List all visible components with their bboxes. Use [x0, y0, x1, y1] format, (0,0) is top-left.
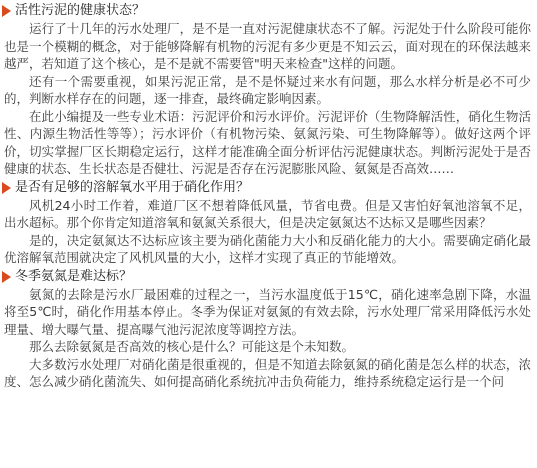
section-heading [2, 268, 537, 286]
paragraph: 还有一个需要重视，如果污泥正常，是不是怀疑过来水有问题，那么水样分析是必不可少的，判断水样存在的问题，逐一排查，最终确定影响因素。 [4, 73, 531, 106]
paragraph: 是的，决定氨氮达不达标应该主要为硝化菌能力大小和反硝化能力的大小。需要确定硝化最优溶解氧范围就决定了风机风量的大小，这样才实现了真正的节能增效。 [4, 232, 531, 265]
triangle-bullet-icon [2, 5, 11, 17]
paragraph: 大多数污水处理厂对硝化菌是很重视的，但是不知道去除氨氮的硝化菌是怎么样的状态，浓度、怎么减少硝化菌流失、如何提高硝化系统抗冲击负荷能力，维持系统稳定运行是一个问 [4, 356, 531, 389]
section-heading-text: 冬季氨氮是难达标？ [15, 268, 133, 284]
paragraph: 那么去除氨氮是否高效的核心是什么？可能这是个未知数。 [29, 339, 355, 354]
section-dissolved-oxygen [0, 179, 537, 267]
section-winter-ammonia [0, 268, 537, 391]
section-heading-text: 活性污泥的健康状态？ [15, 3, 146, 18]
paragraph: 运行了十几年的污水处理厂，是不是一直对污泥健康状态不了解。污泥处于什么阶段可能你也是一个模糊的概念，对于能够降解有机物的污泥有多少更是不知云云，面对现在的环保法越来越严，若知道了这个核心，是不是就不需要管"明天来检查"这样的问题。 [4, 21, 531, 71]
section-heading-text: 是否有足够的溶解氧水平用于硝化作用？ [15, 179, 250, 195]
triangle-bullet-icon [2, 182, 11, 194]
paragraph: 氨氮的去除是污水厂最困难的过程之一，当污水温度低于15℃，硝化速率急剧下降，水温将至5℃时，硝化作用基本停止。冬季为保证对氨氮的有效去除，污水处理厂常采用降低污水处理量、增大曝气量、提高曝气池污泥浓度等调控方法。 [4, 286, 531, 337]
triangle-bullet-icon [2, 271, 11, 283]
section-heading [2, 179, 537, 197]
paragraph: 在此小编提及一些专业术语：污泥评价和污水评价。污泥评价（生物降解活性，硝化生物活性、内源生物活性等等）；污水评价（有机物污染、氨氮污染、可生物降解等）。做好这两个评价，切实掌握厂区长期稳定运行，这样才能准确全面分析评估污泥健康状态。判断污泥处于是否健康的状态、生长状态是否健壮、污泥是否存在污泥膨胀风险、氨氮是否高效…… [4, 108, 531, 176]
section-sludge-health [0, 0, 537, 178]
section-heading [2, 2, 537, 20]
paragraph: 风机24小时工作着，难道厂区不想着降低风量，节省电费。但是又害怕好氧池溶氧不足，出水超标。那个你肯定知道溶氧和氨氮关系很大，但是决定氨氮达不达标又是哪些因素？ [4, 197, 531, 230]
